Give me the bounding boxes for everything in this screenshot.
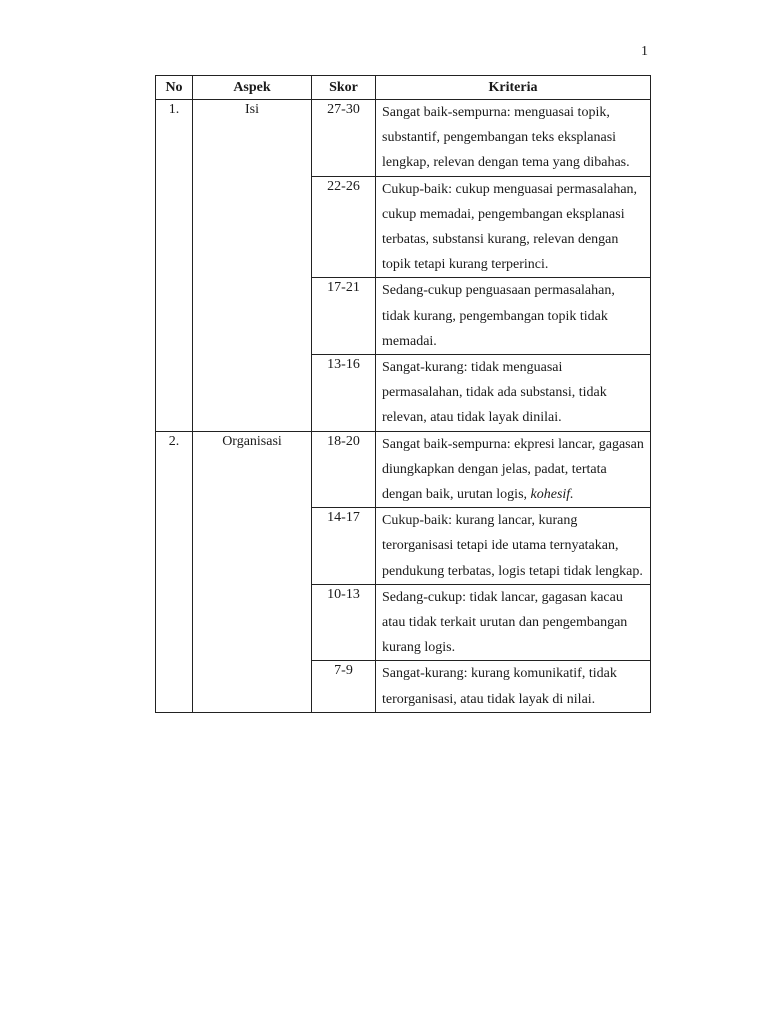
row-kriteria: Cukup-baik: kurang lancar, kurang terorganisasi tetapi ide utama ternyatakan, pendukung terbatas, logis tetapi tidak lengkap. [382,513,643,579]
scoring-rubric-table [155,75,651,713]
row-no-cell [156,584,193,661]
row-kriteria: Sangat baik-sempurna: menguasai topik, substantif, pengembangan teks eksplanasi lengkap, relevan dengan tema yang dibahas. [382,105,630,171]
row-skor: 17-21 [327,280,360,296]
row-skor: 13-16 [327,357,360,373]
row-aspek-cell [193,100,312,177]
row-no-cell [156,278,193,355]
table-row [156,176,651,278]
row-aspek-cell [193,278,312,355]
row-kriteria: Sangat-kurang: kurang komunikatif, tidak terorganisasi, atau tidak layak di nilai. [382,666,617,707]
row-aspek-cell [193,355,312,432]
row-skor-cell [312,508,376,585]
row-no-cell [156,176,193,278]
row-kriteria-cell [376,584,651,661]
header-kriteria: Kriteria [376,76,651,100]
row-no: 1. [168,102,180,117]
table-row [156,100,651,177]
row-skor-cell [312,278,376,355]
header-aspek: Aspek [193,76,312,100]
row-skor-cell [312,355,376,432]
row-kriteria-cell [376,100,651,177]
page-number: 1 [641,44,648,59]
row-kriteria-cell [376,355,651,432]
row-aspek: Isi [245,102,259,117]
row-skor-cell [312,584,376,661]
table-row [156,584,651,661]
row-no: 2. [168,433,180,449]
header-no: No [156,76,193,100]
table-header-row [156,76,651,100]
row-no-cell [156,431,193,508]
row-aspek-cell [193,431,312,508]
row-no-cell [156,508,193,585]
row-aspek: Organisasi [222,433,282,449]
row-kriteria: Sedang-cukup penguasaan permasalahan, tidak kurang, pengembangan topik tidak memadai. [382,283,615,349]
row-no-cell [156,661,193,712]
row-kriteria-cell [376,176,651,278]
header-skor: Skor [312,76,376,100]
row-aspek-cell [193,508,312,585]
row-kriteria: Sedang-cukup: tidak lancar, gagasan kacau atau tidak terkait urutan dan pengembangan kurang logis. [382,589,628,656]
row-kriteria-cell [376,431,651,508]
row-aspek-cell [193,584,312,661]
row-kriteria-italic: kohesif. [530,487,574,503]
row-skor-cell [312,661,376,712]
row-kriteria: Cukup-baik: cukup menguasai permasalahan, cukup memadai, pengembangan eksplanasi terbatas, substansi kurang, relevan dengan topik tetapi kurang terperinci. [382,181,638,273]
row-kriteria-cell [376,661,651,712]
table-row [156,431,651,508]
table-row [156,355,651,432]
row-no-cell [156,100,193,177]
row-skor-cell [312,176,376,278]
row-kriteria-cell [376,278,651,355]
table-row [156,278,651,355]
row-skor: 14-17 [327,510,360,526]
row-skor: 18-20 [327,433,360,449]
row-kriteria: Sangat baik-sempurna: ekpresi lancar, gagasan diungkapkan dengan jelas, padat, tertata dengan baik, urutan logis, [382,436,644,503]
row-kriteria: Sangat-kurang: tidak menguasai permasalahan, tidak ada substansi, tidak relevan, atau tidak layak dinilai. [382,360,607,426]
row-skor: 27-30 [327,102,360,117]
row-kriteria-cell [376,508,651,585]
row-aspek-cell [193,176,312,278]
row-skor: 10-13 [327,586,360,602]
row-no-cell [156,355,193,432]
row-aspek-cell [193,661,312,712]
row-skor-cell [312,431,376,508]
table-row [156,508,651,585]
row-skor: 22-26 [327,178,360,194]
row-skor: 7-9 [334,663,353,679]
row-skor-cell [312,100,376,177]
table-row [156,661,651,712]
